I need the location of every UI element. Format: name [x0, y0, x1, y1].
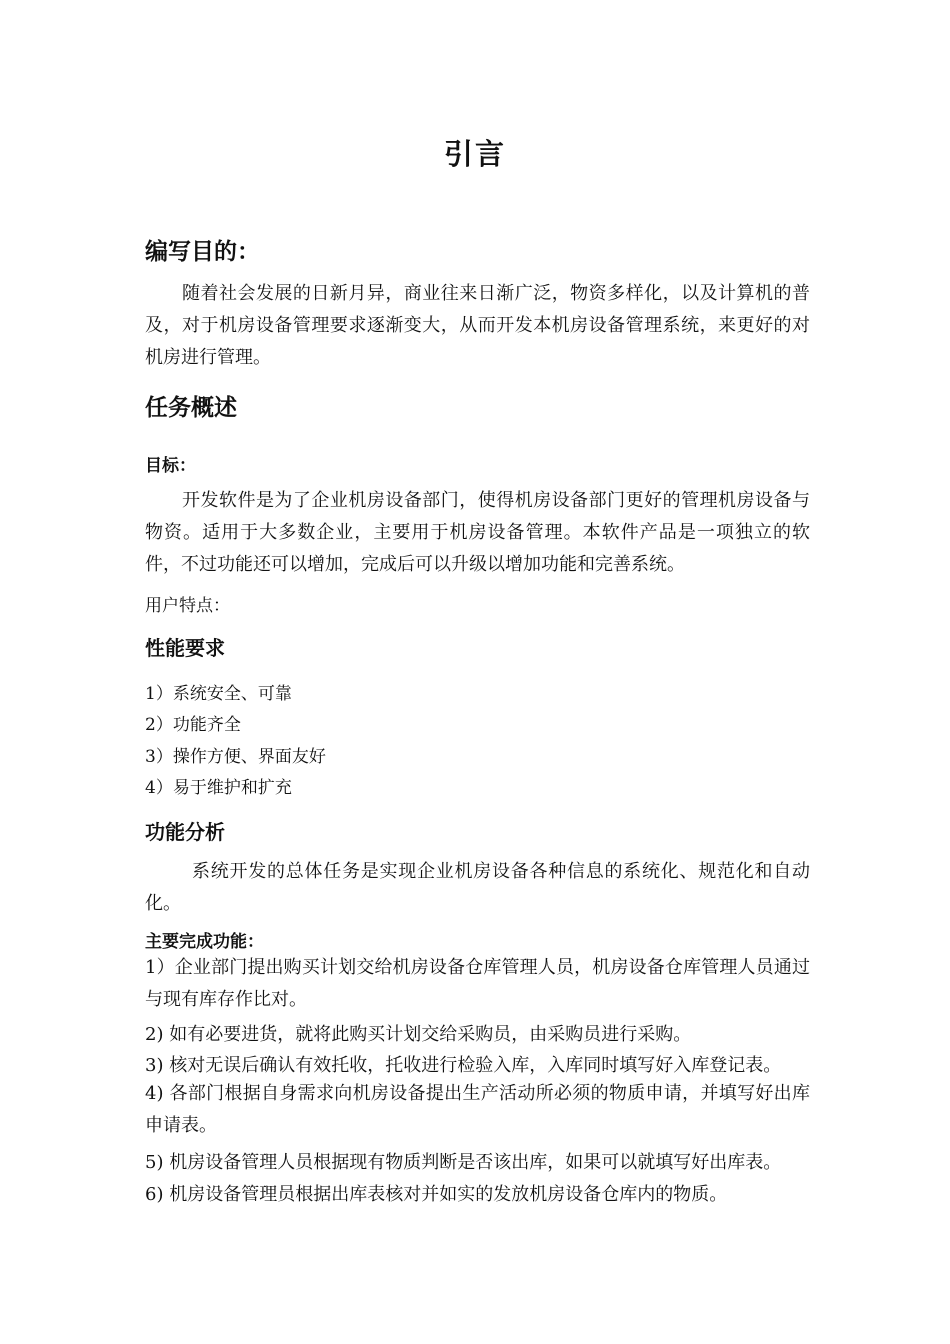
function-item: 5) 机房设备管理人员根据现有物质判断是否该出库，如果可以就填写好出库表。 [145, 1152, 782, 1173]
function-item: 3) 核对无误后确认有效托收，托收进行检验入库，入库同时填写好入库登记表。 [145, 1055, 782, 1076]
function-item: 1）企业部门提出购买计划交给机房设备仓库管理人员，机房设备仓库管理人员通过与现有库存作比对。 [145, 957, 810, 1010]
function-item: 6) 机房设备管理员根据出库表核对并如实的发放机房设备仓库内的物质。 [145, 1184, 728, 1205]
function-analysis-paragraph: 系统开发的总体任务是实现企业机房设备各种信息的系统化、规范化和自动化。 [145, 861, 810, 914]
goal-heading: 目标： [145, 456, 196, 476]
user-traits-label: 用户特点： [145, 596, 230, 616]
purpose-paragraph: 随着社会发展的日新月异，商业往来日渐广泛，物资多样化，以及计算机的普及，对于机房设备管理要求逐渐变大，从而开发本机房设备管理系统，来更好的对机房进行管理。 [145, 283, 810, 368]
function-item: 2) 如有必要进货，就将此购买计划交给采购员，由采购员进行采购。 [145, 1024, 692, 1045]
performance-item: 4）易于维护和扩充 [145, 778, 292, 798]
function-item: 4) 各部门根据自身需求向机房设备提出生产活动所必须的物质申请，并填写好出库申请表。 [145, 1083, 810, 1136]
purpose-heading: 编写目的： [145, 239, 260, 265]
page-title: 引言 [443, 137, 506, 171]
performance-item: 2）功能齐全 [145, 715, 241, 735]
goal-paragraph: 开发软件是为了企业机房设备部门，使得机房设备部门更好的管理机房设备与物资。适用于大多数企业，主要用于机房设备管理。本软件产品是一项独立的软件，不过功能还可以增加，完成后可以升级以增加功能和完善系统。 [145, 490, 810, 575]
overview-heading: 任务概述 [145, 395, 237, 421]
performance-heading: 性能要求 [145, 636, 225, 660]
performance-item: 3）操作方便、界面友好 [145, 747, 326, 767]
function-analysis-heading: 功能分析 [145, 820, 225, 844]
main-functions-heading: 主要完成功能： [145, 932, 264, 952]
performance-item: 1）系统安全、可靠 [145, 684, 292, 704]
